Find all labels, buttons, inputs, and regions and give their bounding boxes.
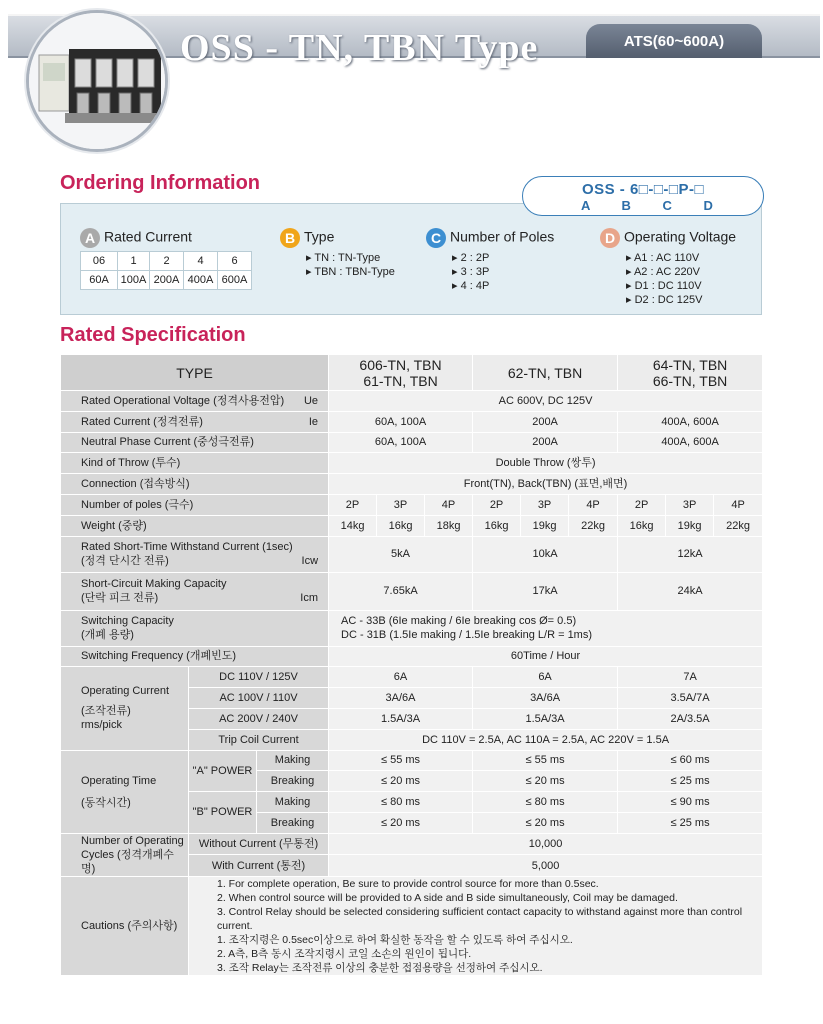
cell: ≤ 20 ms — [329, 771, 473, 792]
col1-line: 61-TN, TBN — [363, 372, 438, 389]
row-label — [61, 610, 329, 646]
sub-label: AC 200V / 240V — [189, 708, 329, 729]
caution-line: 3. Control Relay should be selected considering sufficient contact capacity to withstand against more than control current. — [217, 905, 743, 932]
badge-d-icon: D — [600, 228, 620, 248]
row-label: Connection (접속방식) — [61, 474, 329, 495]
cell: 3.5A/7A — [618, 688, 763, 709]
sub-label: Breaking — [257, 812, 329, 833]
cell: 3A/6A — [473, 688, 618, 709]
label-text: Rated Current (정격전류) — [81, 415, 203, 428]
code-cell: 2 — [150, 252, 184, 271]
sub-label: Breaking — [257, 771, 329, 792]
cell: 60A, 100A — [329, 432, 473, 453]
label-text: Rated Operational Voltage (정격사용전압) — [81, 394, 285, 407]
order-code-letters: A B C D — [581, 198, 727, 213]
table-row — [61, 432, 763, 453]
cell: ≤ 25 ms — [618, 812, 763, 833]
row-label: Neutral Phase Current (중성극전류) — [61, 432, 329, 453]
sub-label: Trip Coil Current — [189, 729, 329, 750]
list-item: ▸ D2 : DC 125V — [626, 294, 703, 306]
poles-label: Number of Poles — [450, 228, 555, 245]
col1-line: 606-TN, TBN — [359, 356, 442, 373]
label-sub: (개폐 용량) — [81, 629, 134, 642]
cautions-text — [189, 876, 763, 975]
cell: 22kg — [569, 515, 618, 536]
voltage-heading — [600, 228, 736, 248]
cell: 10,000 — [329, 833, 763, 855]
row-label: Number of poles (극수) — [61, 494, 329, 515]
rated-current-table — [80, 251, 252, 290]
cell: Front(TN), Back(TBN) (표면,배면) — [329, 474, 763, 495]
label-sub: rms/pick — [81, 719, 122, 732]
cell — [329, 610, 763, 646]
cell: Double Throw (쌍투) — [329, 453, 763, 474]
label-sub: (동작시간) — [81, 796, 131, 809]
sub-label: Making — [257, 792, 329, 813]
code-cell: 06 — [81, 252, 118, 271]
cell: 19kg — [666, 515, 714, 536]
row-label: Switching Frequency (개폐빈도) — [61, 646, 329, 667]
rated-current-heading — [80, 228, 192, 248]
symbol: Icm — [300, 592, 319, 605]
list-item: ▸ TN : TN-Type — [306, 252, 381, 264]
caution-line: 1. 조작지령은 0.5sec이상으로 하여 확실한 동작을 할 수 있도록 하여 주십시오. — [217, 933, 573, 946]
rated-current-values — [81, 271, 252, 290]
cell: ≤ 55 ms — [329, 750, 473, 771]
cell: 1.5A/3A — [473, 708, 618, 729]
row-label — [61, 391, 329, 412]
product-image — [26, 10, 168, 152]
type-list — [306, 251, 395, 279]
row-label — [61, 833, 189, 876]
table-row — [61, 610, 763, 646]
cell: 17kA — [473, 572, 618, 610]
cell: 22kg — [714, 515, 763, 536]
label-text: Operating Time — [81, 774, 157, 787]
value-cell: 100A — [118, 271, 150, 290]
cell: 60A, 100A — [329, 411, 473, 432]
label-text — [81, 591, 328, 605]
cell: ≤ 55 ms — [473, 750, 618, 771]
cell: 7.65kA — [329, 572, 473, 610]
cell: ≤ 20 ms — [329, 812, 473, 833]
cell: 3P — [377, 494, 425, 515]
caution-line: 2. When control source will be provided to A side and B side simultaneously, Coil may be damaged. — [217, 891, 678, 904]
cell: 16kg — [618, 515, 666, 536]
cell-line: DC - 31B (1.5Ie making / 1.5Ie breaking L/R = 1ms) — [341, 629, 593, 642]
cell: 12kA — [618, 536, 763, 572]
cell: 4P — [714, 494, 763, 515]
list-item: ▸ 3 : 3P — [452, 266, 490, 278]
row-label — [61, 750, 189, 833]
badge-a-icon: A — [80, 228, 100, 248]
table-row — [61, 667, 763, 688]
col2-header: 62-TN, TBN — [473, 355, 618, 391]
list-item: ▸ 4 : 4P — [452, 280, 490, 292]
col1-header — [329, 355, 473, 391]
cell: 10kA — [473, 536, 618, 572]
cell: 18kg — [425, 515, 473, 536]
cell: 3A/6A — [329, 688, 473, 709]
label-text: Operating Current — [81, 685, 170, 698]
value-cell: 60A — [81, 271, 118, 290]
voltage-label: Operating Voltage — [624, 228, 737, 245]
symbol: Ie — [308, 415, 319, 428]
poles-list — [452, 251, 489, 293]
table-row — [61, 391, 763, 412]
cell: 19kg — [521, 515, 569, 536]
type-label: Type — [304, 228, 335, 245]
cell: 5kA — [329, 536, 473, 572]
badge-b-icon: B — [280, 228, 300, 248]
cell: 6A — [329, 667, 473, 688]
row-label — [61, 667, 189, 750]
cell: 400A, 600A — [618, 411, 763, 432]
row-label: Weight (중량) — [61, 515, 329, 536]
table-row — [61, 833, 763, 855]
order-code-badge — [522, 176, 764, 216]
col3-line: 64-TN, TBN — [652, 356, 728, 373]
cell: 16kg — [473, 515, 521, 536]
ats-range-tag: ATS(60~600A) — [586, 24, 762, 58]
symbol: Ue — [303, 394, 319, 407]
table-row — [61, 494, 763, 515]
row-label: Kind of Throw (투수) — [61, 453, 329, 474]
label-sub: (단락 피크 전류) — [81, 592, 159, 605]
cell: ≤ 60 ms — [618, 750, 763, 771]
table-row — [61, 750, 763, 771]
cell: 2P — [329, 494, 377, 515]
row-label — [61, 536, 329, 572]
spec-table — [60, 354, 763, 976]
value-cell: 600A — [218, 271, 252, 290]
a-power-label: "A" POWER — [189, 750, 257, 792]
cell-line: AC - 33B (6Ie making / 6Ie breaking cos Ø= 0.5) — [341, 615, 577, 628]
table-row — [61, 515, 763, 536]
code-cell: 4 — [184, 252, 218, 271]
caution-line: 3. 조작 Relay는 조작전류 이상의 충분한 접점용량을 선정하여 주십시오. — [217, 961, 543, 974]
list-item: ▸ A2 : AC 220V — [626, 266, 701, 278]
poles-heading — [426, 228, 554, 248]
cell: 2P — [473, 494, 521, 515]
col3-header — [618, 355, 763, 391]
cell: 60Time / Hour — [329, 646, 763, 667]
table-row — [61, 876, 763, 975]
sub-label: DC 110V / 125V — [189, 667, 329, 688]
label-text: Switching Capacity — [81, 615, 174, 628]
sub-label: With Current (통전) — [189, 855, 329, 877]
cell: 4P — [569, 494, 618, 515]
label-sub: (조작전류) — [81, 705, 131, 718]
value-cell: 200A — [150, 271, 184, 290]
spec-header-row — [61, 355, 763, 391]
cell: 200A — [473, 411, 618, 432]
rated-current-label: Rated Current — [104, 228, 192, 245]
sub-label: AC 100V / 110V — [189, 688, 329, 709]
table-row — [61, 474, 763, 495]
cell: 16kg — [377, 515, 425, 536]
label-text: Rated Short-Time Withstand Current (1sec) — [81, 541, 293, 554]
type-heading — [280, 228, 334, 248]
cell: AC 600V, DC 125V — [329, 391, 763, 412]
cell: ≤ 90 ms — [618, 792, 763, 813]
badge-c-icon: C — [426, 228, 446, 248]
label-sub: (정격 단시간 전류) — [81, 555, 169, 568]
cell: ≤ 20 ms — [473, 812, 618, 833]
cell: 2A/3.5A — [618, 708, 763, 729]
voltage-list — [626, 251, 702, 307]
code-cell: 1 — [118, 252, 150, 271]
cell: 14kg — [329, 515, 377, 536]
sub-label: Without Current (무통전) — [189, 833, 329, 855]
caution-line: 2. A측, B측 동시 조작지령시 코일 소손의 원인이 됩니다. — [217, 947, 472, 960]
cell: 7A — [618, 667, 763, 688]
table-row — [61, 453, 763, 474]
value-cell: 400A — [184, 271, 218, 290]
ordering-title: Ordering Information — [60, 172, 260, 194]
label-text: Short-Circuit Making Capacity — [81, 578, 227, 591]
list-item: ▸ A1 : AC 110V — [626, 252, 700, 264]
col3-line: 66-TN, TBN — [652, 372, 728, 389]
page-title: OSS - TN, TBN Type — [180, 27, 539, 69]
code-cell: 6 — [218, 252, 252, 271]
symbol: Icw — [301, 555, 319, 568]
table-row — [61, 536, 763, 572]
label-text — [81, 554, 328, 568]
row-label — [61, 572, 329, 610]
table-row — [61, 646, 763, 667]
label-sub: Cycles (정격개폐수명) — [81, 848, 174, 875]
list-item: ▸ TBN : TBN-Type — [306, 266, 395, 278]
table-row — [61, 411, 763, 432]
cell: ≤ 80 ms — [473, 792, 618, 813]
caution-line: 1. For complete operation, Be sure to provide control source for more than 0.5sec. — [217, 877, 599, 890]
spec-title: Rated Specification — [60, 324, 246, 346]
list-item: ▸ 2 : 2P — [452, 252, 490, 264]
cell: 1.5A/3A — [329, 708, 473, 729]
row-label: Cautions (주의사항) — [61, 876, 189, 975]
cell: 200A — [473, 432, 618, 453]
label-text: Number of Operating — [81, 834, 184, 847]
cell: 6A — [473, 667, 618, 688]
cell: 2P — [618, 494, 666, 515]
cell: 400A, 600A — [618, 432, 763, 453]
cell: DC 110V = 2.5A, AC 110A = 2.5A, AC 220V = 1.5A — [329, 729, 763, 750]
rated-current-codes — [81, 252, 252, 271]
cell: 24kA — [618, 572, 763, 610]
list-item: ▸ D1 : DC 110V — [626, 280, 702, 292]
b-power-label: "B" POWER — [189, 792, 257, 834]
sub-label: Making — [257, 750, 329, 771]
cell: 5,000 — [329, 855, 763, 877]
cell: 3P — [521, 494, 569, 515]
table-row — [61, 572, 763, 610]
cell: ≤ 80 ms — [329, 792, 473, 813]
order-code: OSS - 6□-□-□P-□ — [581, 181, 705, 198]
cell: ≤ 25 ms — [618, 771, 763, 792]
cell: 3P — [666, 494, 714, 515]
type-header: TYPE — [61, 355, 329, 391]
cell: 4P — [425, 494, 473, 515]
cell: ≤ 20 ms — [473, 771, 618, 792]
row-label — [61, 411, 329, 432]
